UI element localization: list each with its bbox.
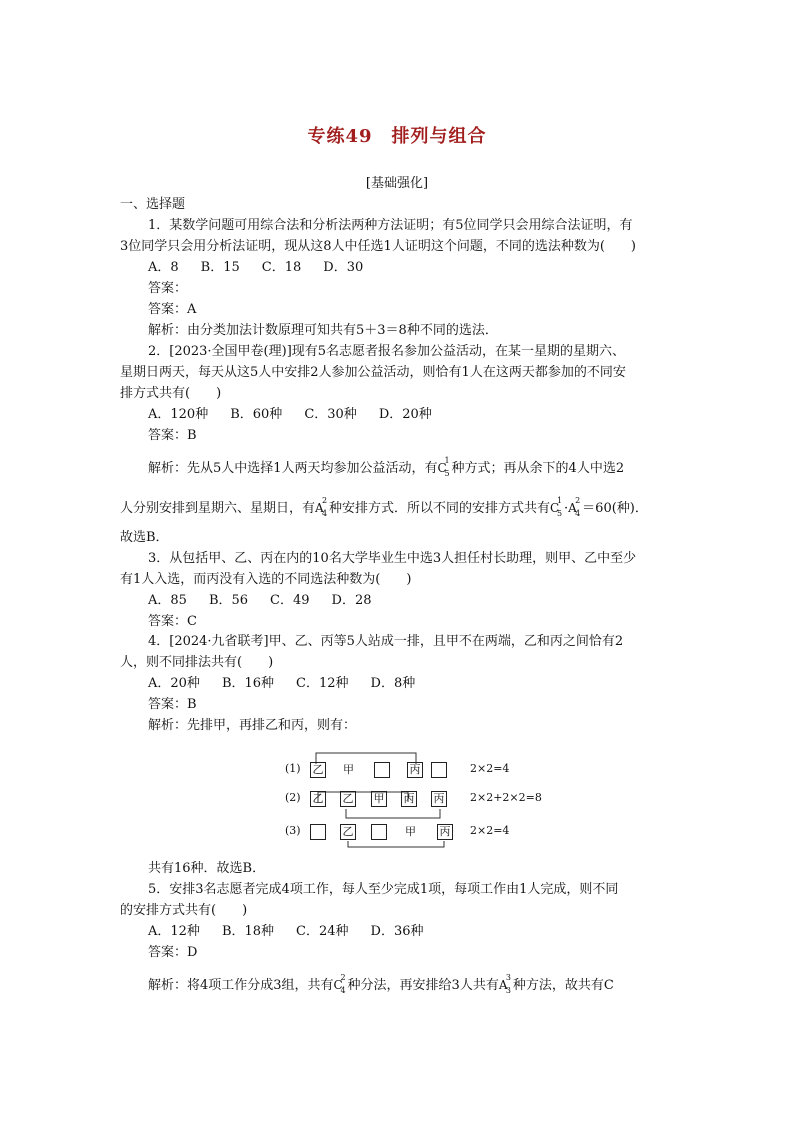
diagram-cell: [374, 762, 390, 778]
q4-stem-line1: 4．[2024·九省联考]甲、乙、丙等5人站成一排，且甲不在两端，乙和丙之间恰有2: [148, 634, 624, 649]
q4-stem-line2: 人，则不同排法共有( ): [120, 655, 274, 670]
q5-answer: 答案：D: [148, 945, 198, 960]
diagram-row1-label: (1): [285, 762, 301, 775]
q2-analysis-line1: 解析：先从5人中选择1人两天均参加公益活动，有C 1 5 种方式；再从余下的4人中选2: [148, 456, 625, 478]
q5-option-d: D．36种: [370, 924, 424, 939]
q1-option-c: C．18: [261, 260, 302, 275]
q1-analysis: 解析：由分类加法计数原理可知共有5＋3＝8种不同的选法．: [148, 323, 498, 338]
q3-stem-line2: 有1人入选，而丙没有入选的不同选法种数为( ): [120, 572, 412, 587]
diagram-row2-label: (2): [285, 791, 301, 804]
diagram-cell: 甲: [405, 825, 416, 838]
q1-option-b: B．15: [200, 260, 240, 275]
arrangement-a33: A 3 3: [498, 973, 511, 995]
diagram-cell: 甲: [343, 763, 354, 776]
diagram-cell: [431, 762, 447, 778]
q1-option-d: D．30: [323, 260, 364, 275]
q5-option-b: B．18种: [221, 924, 275, 939]
q1-stem-line1: 1．某数学问题可用综合法和分析法两种方法证明；有5位同学只会用综合法证明，有: [148, 218, 633, 233]
q5-stem-line2: 的安排方式共有( ): [120, 903, 248, 918]
q4-conclusion: 共有16种．故选B．: [148, 861, 266, 876]
diagram-cell: 乙: [310, 762, 326, 778]
q2-analysis-line2: 人分别安排到星期六、星期日，有A 2 4 种安排方式．所以不同的安排方式共有C 1 5 ·A 2 4 ＝60(种)．: [120, 496, 648, 518]
q1-answer: 答案：A: [148, 302, 197, 317]
q5-option-c: C．24种: [296, 924, 349, 939]
q3-option-b: B．56: [208, 593, 249, 608]
diagram-row1-result: 2×2=4: [470, 762, 510, 775]
q4-answer: 答案：B: [148, 697, 197, 712]
q3-answer: 答案：C: [148, 614, 197, 629]
q2-stem-line2: 星期日两天，每天从这5人中安排2人参加公益活动，则恰有1人在这两天都参加的不同安: [120, 365, 626, 380]
diagram-cell: [371, 824, 387, 840]
q5-analysis-line1: 解析：将4项工作分成3组，共有C 2 4 种分法，再安排给3人共有A 3 3 种方法，故共有C: [148, 973, 614, 995]
q1-answer-label: 答案：: [148, 281, 188, 296]
q2-option-b: B．60种: [230, 407, 283, 422]
diagram-row3-result: 2×2=4: [470, 824, 510, 837]
diagram-cell: 丙: [401, 791, 417, 807]
q2-option-d: D．20种: [378, 407, 432, 422]
diagram-cell: 丙: [431, 791, 447, 807]
q1-option-a: A．8: [148, 260, 179, 275]
diagram-cell: 甲: [371, 791, 387, 807]
arrangement-a42: A 2 4: [315, 496, 328, 518]
q1-stem-line2: 3位同学只会用分析法证明，现从这8人中任选1人证明这个问题，不同的选法种数为( ): [120, 239, 636, 254]
diagram-cell: 乙: [310, 791, 326, 807]
arrangement-diagram: [285, 750, 545, 850]
diagram-cell: 丙: [407, 762, 423, 778]
q4-option-a: A．20种: [148, 676, 200, 691]
page-title: 专练49 排列与组合: [307, 126, 487, 147]
diagram-cell: [310, 824, 326, 840]
q3-options: [148, 593, 708, 609]
q4-option-b: B．16种: [221, 676, 275, 691]
q2-option-c: C．30种: [304, 407, 357, 422]
diagram-cell: 丙: [437, 824, 453, 840]
combination-c51: C 1 5: [550, 496, 563, 518]
q2-stem-line3: 排方式共有( ): [120, 386, 222, 401]
q5-stem-line1: 5．安排3名志愿者完成4项工作，每人至少完成1项，每项工作由1人完成，则不同: [148, 882, 619, 897]
arrangement-a42: A 2 4: [568, 496, 581, 518]
diagram-row2-result: 2×2+2×2=8: [470, 791, 542, 804]
q1-options: [148, 260, 708, 276]
q2-option-a: A．120种: [148, 407, 209, 422]
q5-option-a: A．12种: [148, 924, 200, 939]
q4-option-d: D．8种: [370, 676, 416, 691]
q3-option-c: C．49: [270, 593, 310, 608]
q4-analysis: 解析：先排甲，再排乙和丙，则有：: [148, 718, 357, 733]
q5-options: [148, 924, 708, 940]
q2-stem-line1: 2．[2023·全国甲卷(理)]现有5名志愿者报名参加公益活动，在某一星期的星期六、: [148, 344, 626, 359]
q3-option-d: D．28: [331, 593, 372, 608]
q2-options: [148, 407, 708, 423]
q2-answer: 答案：B: [148, 428, 197, 443]
q3-option-a: A．85: [148, 593, 187, 608]
q2-analysis-line3: 故选B．: [120, 530, 169, 545]
diagram-row3-label: (3): [285, 824, 301, 837]
part-heading: 一、选择题: [120, 197, 186, 212]
diagram-cell: 乙: [340, 791, 356, 807]
section-heading: [基础强化]: [365, 176, 429, 191]
q4-option-c: C．12种: [296, 676, 349, 691]
combination-c51: C 1 5: [437, 456, 450, 478]
combination-c42: C 2 4: [333, 973, 346, 995]
diagram-cell: 乙: [340, 824, 356, 840]
q4-options: [148, 676, 708, 692]
q3-stem-line1: 3．从包括甲、乙、丙在内的10名大学毕业生中选3人担任村长助理，则甲、乙中至少: [148, 551, 637, 566]
